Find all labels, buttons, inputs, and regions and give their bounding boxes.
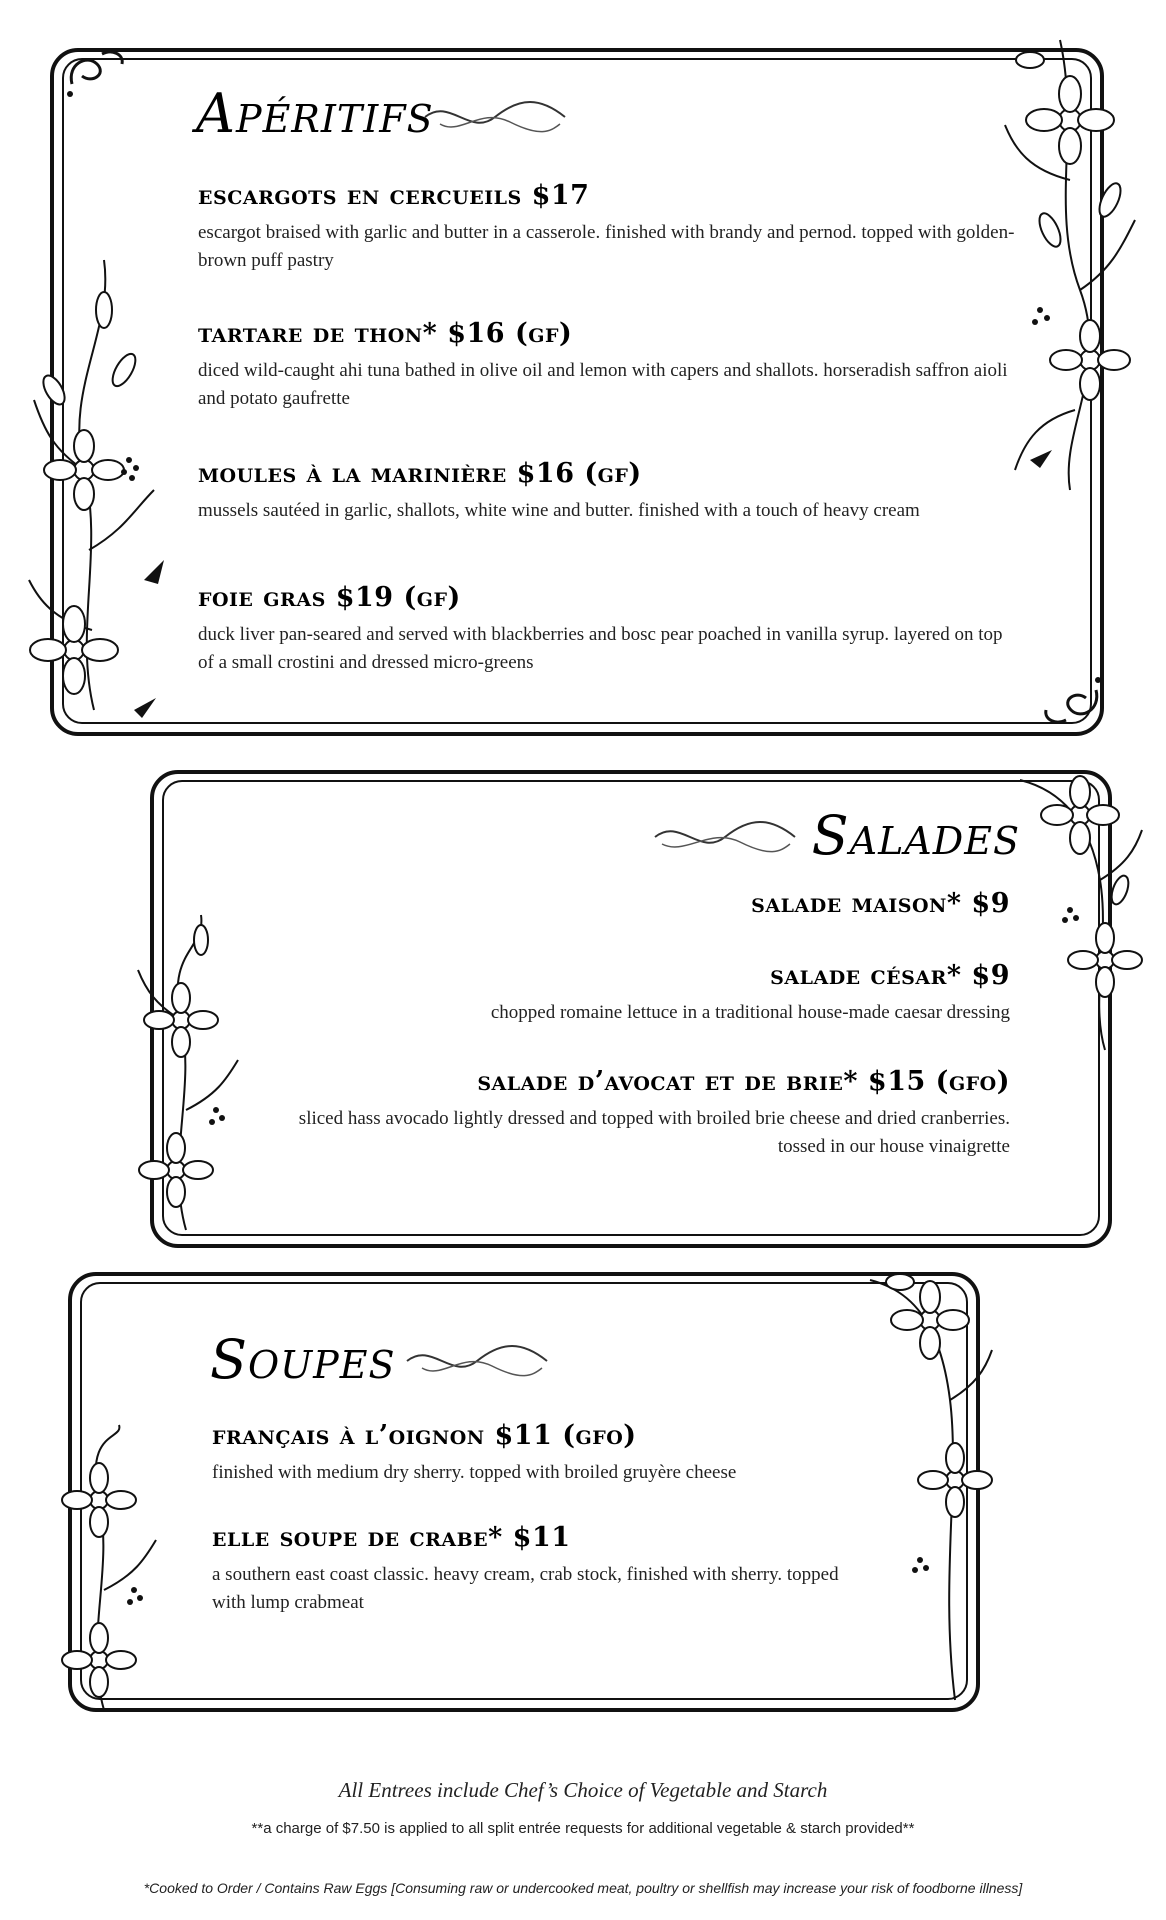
item-name: escargots en cercueils $17 <box>198 180 590 211</box>
floral-right-icon <box>1010 760 1150 1060</box>
aperitifs-panel <box>0 0 1166 760</box>
item-name: salade maison* $9 <box>751 888 1010 919</box>
menu-item <box>198 180 1018 275</box>
corner-scroll-bottom-right-icon <box>1036 670 1106 730</box>
title-swirl-icon <box>650 812 800 862</box>
item-description: duck liver pan-seared and served with blackberries and bosc pear poached in vanilla syrup. layered on top of a small crostini and dressed micro-greens <box>198 624 1003 673</box>
menu-item <box>200 888 1010 927</box>
item-description: a southern east coast classic. heavy cream, crab stock, finished with sherry. topped with lump crabmeat <box>212 1564 839 1613</box>
item-description: diced wild-caught ahi tuna bathed in olive oil and lemon with capers and shallots. horseradish saffron aioli and potato gaufrette <box>198 360 1008 409</box>
menu-item <box>260 1066 1010 1161</box>
item-name: foie gras $19 (gf) <box>198 582 461 613</box>
salades-title: Salades <box>811 804 1020 867</box>
split-charge-note: **a charge of $7.50 is applied to all split entrée requests for additional vegetable & starch provided** <box>251 1820 915 1837</box>
raw-food-disclaimer: *Cooked to Order / Contains Raw Eggs [Consuming raw or undercooked meat, poultry or shellfish may increase your risk of foodborne illness] <box>143 1880 1023 1896</box>
item-description: sliced hass avocado lightly dressed and topped with broiled brie cheese and dried cranberries. tossed in our house vinaigrette <box>298 1108 1010 1157</box>
menu-item <box>212 1522 852 1617</box>
menu-item <box>198 458 1018 525</box>
menu-item <box>198 318 1018 413</box>
item-description: finished with medium dry sherry. topped with broiled gruyère cheese <box>212 1462 737 1483</box>
salades-panel <box>0 760 1166 1260</box>
title-swirl-icon <box>420 92 570 142</box>
item-name: salade d’avocat et de brie* $15 (gfo) <box>477 1066 1010 1097</box>
title-swirl-icon <box>402 1336 552 1386</box>
item-name: moules à la marinière $16 (gf) <box>198 458 642 489</box>
item-name: tartare de thon* $16 (gf) <box>198 318 573 349</box>
item-description: escargot braised with garlic and butter in a casserole. finished with brandy and pernod. topped with golden-brown puff pastry <box>198 222 1015 271</box>
floral-left-icon <box>44 1420 164 1720</box>
item-description: chopped romaine lettuce in a traditional house-made caesar dressing <box>490 1002 1010 1023</box>
menu-item <box>198 582 1018 677</box>
floral-right-icon <box>860 1260 1000 1710</box>
item-description: mussels sautéed in garlic, shallots, white wine and butter. finished with a touch of heavy cream <box>198 500 920 521</box>
item-name: elle soupe de crabe* $11 <box>212 1522 571 1553</box>
soupes-title: Soupes <box>210 1328 396 1391</box>
item-name: français à l’oignon $11 (gfo) <box>212 1420 637 1451</box>
item-name: salade césar* $9 <box>770 960 1010 991</box>
corner-scroll-top-left-icon <box>62 44 132 104</box>
soupes-panel <box>0 1260 1166 1730</box>
entrees-note: All Entrees include Chef’s Choice of Vegetable and Starch <box>338 1778 828 1802</box>
aperitifs-title: Apéritifs <box>196 82 434 145</box>
menu-item <box>200 960 1010 1027</box>
floral-left-icon <box>14 250 174 720</box>
menu-item <box>212 1420 852 1487</box>
